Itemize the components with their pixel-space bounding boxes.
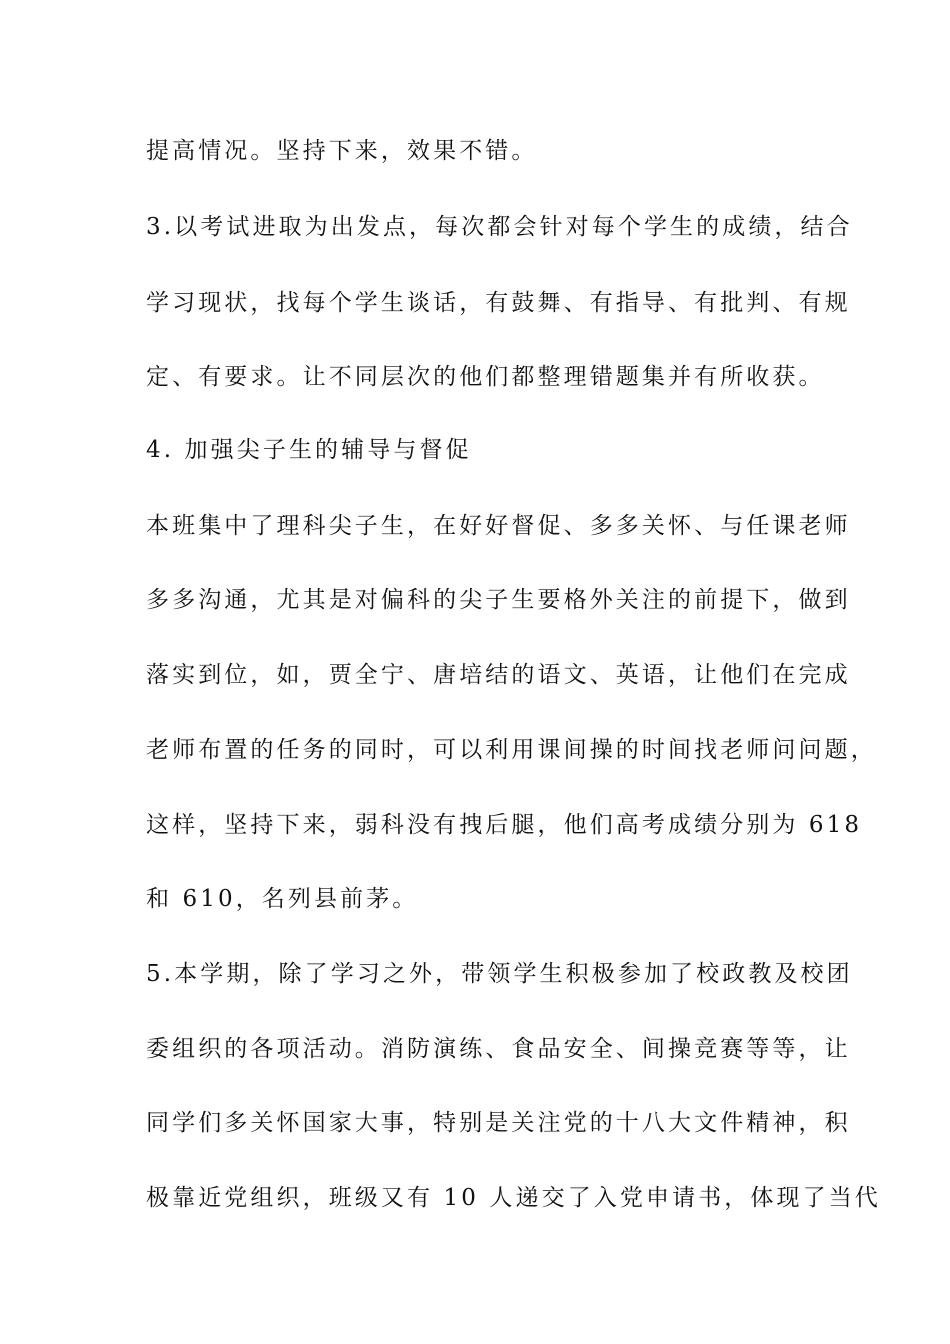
- text-line-6: 本班集中了理科尖子生，在好好督促、多多关怀、与任课老师: [146, 513, 851, 539]
- text-line-3: 学习现状，找每个学生谈话，有鼓舞、有指导、有批判、有规: [146, 290, 851, 316]
- text-line-7: 多多沟通，尤其是对偏科的尖子生要格外关注的前提下，做到: [146, 587, 851, 613]
- text-line-14: 同学们多关怀国家大事，特别是关注党的十八大文件精神，积: [146, 1110, 851, 1136]
- text-line-9: 老师布置的任务的同时，可以利用课间操的时间找老师问问题，: [146, 737, 877, 763]
- text-line-8: 落实到位，如，贾全宁、唐培结的语文、英语，让他们在完成: [146, 662, 851, 688]
- text-line-15: 极靠近党组织，班级又有 10 人递交了入党申请书，体现了当代: [146, 1185, 881, 1211]
- text-line-10: 这样，坚持下来，弱科没有拽后腿，他们高考成绩分别为 618: [146, 812, 863, 838]
- text-line-2: 3.以考试进取为出发点，每次都会针对每个学生的成绩，结合: [146, 214, 853, 240]
- text-line-1: 提高情况。坚持下来，效果不错。: [146, 138, 538, 164]
- text-line-4: 定、有要求。让不同层次的他们都整理错题集并有所收获。: [146, 364, 825, 390]
- section-heading-4: 4. 加强尖子生的辅导与督促: [146, 437, 472, 463]
- text-line-12: 5.本学期，除了学习之外，带领学生积极参加了校政教及校团: [146, 961, 853, 987]
- text-line-11: 和 610，名列县前茅。: [146, 886, 419, 912]
- text-line-13: 委组织的各项活动。消防演练、食品安全、间操竞赛等等，让: [146, 1036, 851, 1062]
